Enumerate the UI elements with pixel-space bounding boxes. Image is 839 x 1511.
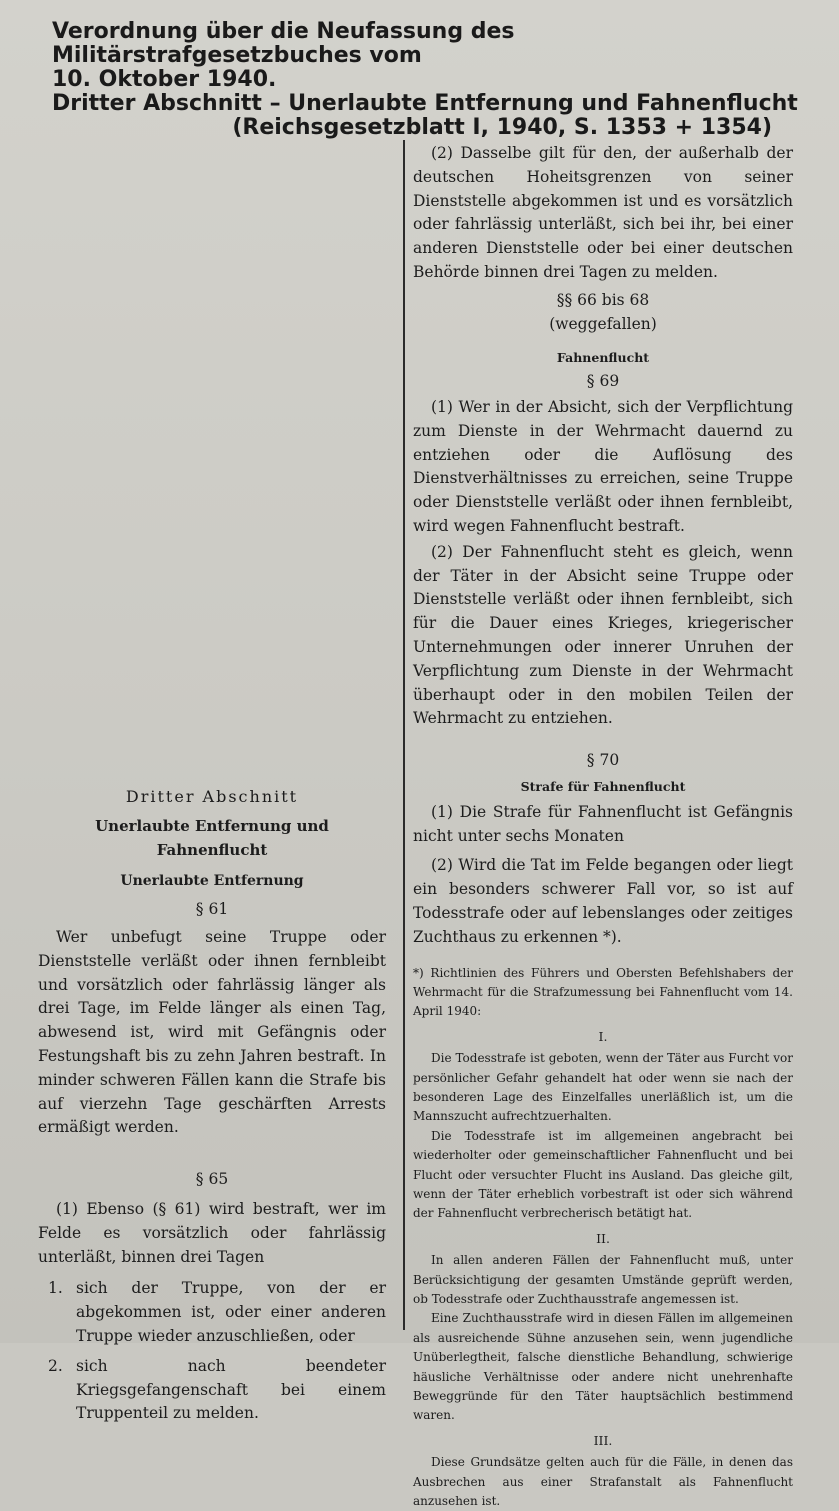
footnote-part-2-text-b: Eine Zuchthausstrafe wird in diesen Fällen im allgemeinen als ausreichende Sühne anzusehen sein, wenn jugendliche Unüberlegtheit, falsche dienstliche Behandlung, schwierige häusliche Verhältnisse oder andere nicht unehrenhafte Beweggründe für den Täter hauptsächlich bestimmend waren. (413, 1309, 793, 1425)
document-header (52, 20, 812, 140)
section-69-paragraph-1: (1) Wer in der Absicht, sich der Verpflichtung zum Dienste in der Wehrmacht dauernd zu entziehen oder die Auflösung des Dienstverhältnisses zu erreichen, seine Truppe oder Dienststelle verläßt oder ihnen fernbleibt, wird wegen Fahnenflucht bestraft. (413, 396, 793, 539)
section-65-paragraph-2: (2) Dasselbe gilt für den, der außerhalb der deutschen Hoheitsgrenzen von seiner Dienststelle abgekommen ist und es vorsätzlich oder fahrlässig unterläßt, sich bei ihr, bei einer anderen Dienststelle oder bei einer deutschen Behörde binnen drei Tagen zu melden. (413, 142, 793, 285)
list-item-number: 1. (38, 1277, 76, 1348)
part-subtitle: Unerlaubte Entfernung und Fahnenflucht (38, 815, 386, 863)
left-column (38, 785, 386, 1426)
right-column (413, 142, 793, 1511)
footnote-part-3-text: Diese Grundsätze gelten auch für die Fälle, in denen das Ausbrechen aus einer Strafanstalt als Fahnenflucht anzusehen ist. (413, 1453, 793, 1511)
section-65-title: § 65 (38, 1168, 386, 1192)
list-item-text: sich der Truppe, von der er abgekommen ist, oder einer anderen Truppe wieder anzuschließen, oder (76, 1277, 386, 1348)
part-title: Dritter Abschnitt (38, 785, 386, 809)
footnote (413, 964, 793, 1511)
footnote-part-1-number: I. (413, 1027, 793, 1046)
section-70-paragraph-1: (1) Die Strafe für Fahnenflucht ist Gefängnis nicht unter sechs Monaten (413, 801, 793, 849)
footnote-intro: *) Richtlinien des Führers und Obersten Befehlshabers der Wehrmacht für die Strafzumessung bei Fahnenflucht vom 14. April 1940: (413, 964, 793, 1022)
list-item-text: sich nach beendeter Kriegsgefangenschaft bei einem Truppenteil zu melden. (76, 1355, 386, 1426)
section-69-paragraph-2: (2) Der Fahnenflucht steht es gleich, wenn der Täter in der Absicht seine Truppe oder Dienststelle verläßt oder ihnen fernbleibt, sich für die Dauer eines Krieges, kriegerischer Unternehmungen oder innerer Unruhen der Verpflichtung zum Dienste in der Wehrmacht überhaupt oder in den mobilen Teilen der Wehrmacht zu entziehen. (413, 541, 793, 731)
section-70-title: § 70 (413, 749, 793, 773)
column-divider (403, 140, 405, 1330)
header-title-line-1: Verordnung über die Neufassung des Militärstrafgesetzbuches vom (52, 20, 812, 68)
list-item (38, 1355, 386, 1426)
footnote-part-2-text-a: In allen anderen Fällen der Fahnenflucht muß, unter Berücksichtigung der gesamten Umstände geprüft werden, ob Todesstrafe oder Zuchthausstrafe angemessen ist. (413, 1251, 793, 1309)
header-title-line-2: 10. Oktober 1940. (52, 68, 812, 92)
footnote-part-2-number: II. (413, 1229, 793, 1248)
section-70-paragraph-2: (2) Wird die Tat im Felde begangen oder liegt ein besonders schwerer Fall vor, so ist auf Todesstrafe oder auf lebenslanges oder zeitiges Zuchthaus zu erkennen *). (413, 854, 793, 949)
section-69-title: § 69 (413, 370, 793, 394)
fahnenflucht-heading: Fahnenflucht (413, 346, 793, 370)
section-65-paragraph-1: (1) Ebenso (§ 61) wird bestraft, wer im Felde es vorsätzlich oder fahrlässig unterläßt, binnen drei Tagen (38, 1198, 386, 1269)
section-heading-unerlaubte-entfernung: Unerlaubte Entfernung (38, 870, 386, 894)
footnote-part-1-text-b: Die Todesstrafe ist im allgemeinen angebracht bei wiederholter oder gemeinschaftlicher Fahnenflucht und bei Flucht oder versuchter Flucht ins Ausland. Das gleiche gilt, wenn der Täter erheblich vorbestraft ist oder sich während der Fahnenflucht verbrecherisch betätigt hat. (413, 1127, 793, 1224)
header-citation: (Reichsgesetzblatt I, 1940, S. 1353 + 1354) (52, 116, 812, 140)
list-item-number: 2. (38, 1355, 76, 1426)
list-item (38, 1277, 386, 1348)
section-70-heading: Strafe für Fahnenflucht (413, 775, 793, 799)
section-61-text: Wer unbefugt seine Truppe oder Dienststelle verläßt oder ihnen fernbleibt und vorsätzlich oder fahrlässig länger als drei Tage, im Felde länger als einen Tag, abwesend ist, wird mit Gefängnis oder Festungshaft bis zu zehn Jahren bestraft. In minder schweren Fällen kann die Strafe bis auf vierzehn Tage geschärften Arrests ermäßigt werden. (38, 926, 386, 1140)
footnote-part-1-text-a: Die Todesstrafe ist geboten, wenn der Täter aus Furcht vor persönlicher Gefahr gehandelt hat oder wenn sie nach der besonderen Lage des Einzelfalles unerläßlich ist, um die Mannszucht aufrechtzuerhalten. (413, 1049, 793, 1127)
sections-66-68-title: §§ 66 bis 68 (413, 289, 793, 313)
sections-66-68-note: (weggefallen) (413, 313, 793, 337)
footnote-part-3-number: III. (413, 1431, 793, 1450)
section-61-title: § 61 (38, 898, 386, 922)
header-title-line-3: Dritter Abschnitt – Unerlaubte Entfernung und Fahnenflucht (52, 92, 812, 116)
